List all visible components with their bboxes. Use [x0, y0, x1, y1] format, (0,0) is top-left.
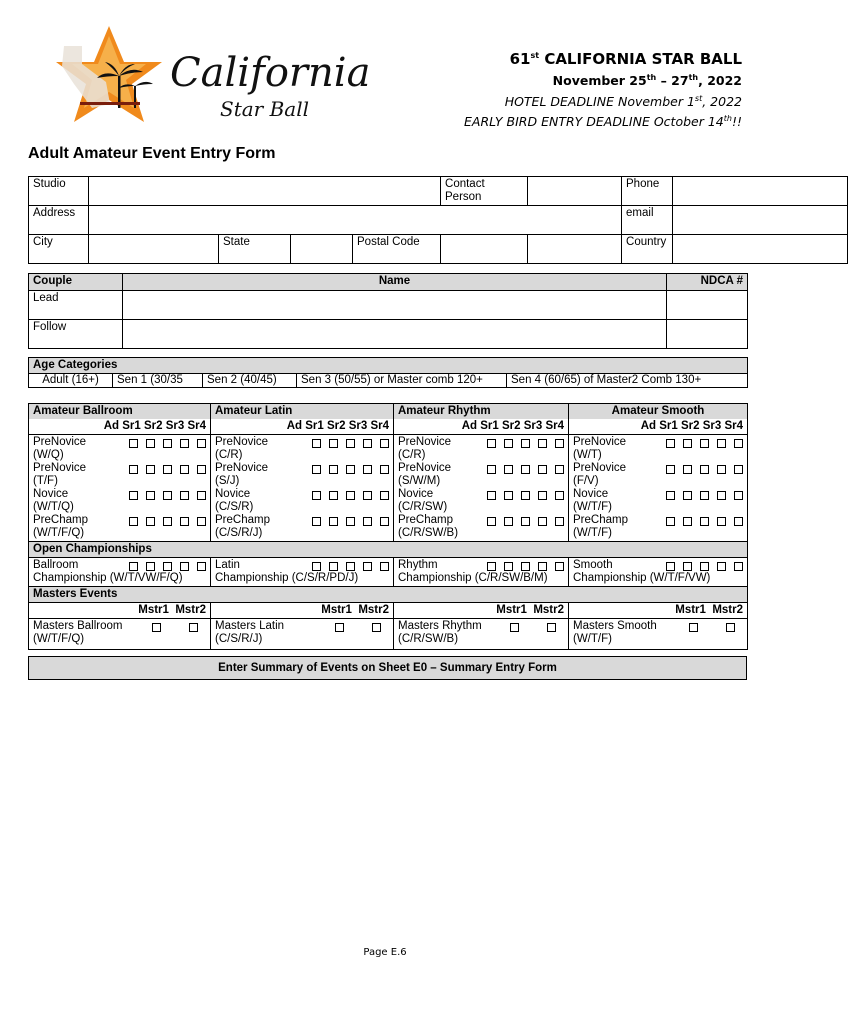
checkbox[interactable]	[521, 517, 530, 526]
city-field[interactable]	[89, 235, 219, 264]
group-title: Amateur Smooth	[569, 404, 748, 420]
event-label: PreNovice (T/F)	[33, 462, 87, 487]
checkbox[interactable]	[510, 623, 519, 632]
checkbox[interactable]	[146, 491, 155, 500]
age-categories-table	[28, 357, 748, 388]
address-field[interactable]	[89, 206, 622, 235]
postal-code-label: Postal Code	[353, 235, 441, 264]
checkbox[interactable]	[197, 517, 206, 526]
event-label: Smooth	[573, 559, 613, 571]
group-title: Amateur Ballroom	[29, 404, 211, 420]
checkbox[interactable]	[487, 491, 496, 500]
group-title: Amateur Latin	[211, 404, 394, 420]
checkbox[interactable]	[197, 465, 206, 474]
checkbox[interactable]	[734, 517, 743, 526]
checkbox[interactable]	[346, 491, 355, 500]
checkbox[interactable]	[346, 465, 355, 474]
checkbox[interactable]	[700, 465, 709, 474]
summary-bar	[28, 656, 747, 680]
checkbox[interactable]	[152, 623, 161, 632]
checkbox[interactable]	[197, 439, 206, 448]
open-championships-header: Open Championships	[29, 542, 748, 558]
event-label: Masters Ballroom (W/T/F/Q)	[33, 620, 123, 645]
event-dates: November 25th – 27th, 2022	[552, 72, 742, 88]
address-label: Address	[29, 206, 89, 235]
group-events	[394, 435, 569, 542]
checkbox[interactable]	[700, 491, 709, 500]
phone-field[interactable]	[673, 177, 848, 206]
checkbox[interactable]	[666, 465, 675, 474]
checkbox[interactable]	[726, 623, 735, 632]
logo-script-line1: California	[170, 50, 371, 96]
checkbox[interactable]	[538, 439, 547, 448]
checkbox[interactable]	[163, 491, 172, 500]
checkbox[interactable]	[538, 491, 547, 500]
age-option-sen3[interactable]: Sen 3 (50/55) or Master comb 120+	[297, 374, 507, 388]
event-label: Novice (C/S/R)	[215, 488, 254, 513]
checkbox[interactable]	[717, 439, 726, 448]
checkbox[interactable]	[335, 623, 344, 632]
checkbox[interactable]	[734, 439, 743, 448]
checkbox[interactable]	[197, 562, 206, 571]
checkbox[interactable]	[504, 517, 513, 526]
levels-header: Ad Sr1 Sr2 Sr3 Sr4	[394, 419, 569, 435]
checkbox[interactable]	[180, 439, 189, 448]
checkbox[interactable]	[346, 517, 355, 526]
checkbox[interactable]	[163, 439, 172, 448]
checkbox[interactable]	[521, 439, 530, 448]
age-option-sen1[interactable]: Sen 1 (30/35	[113, 374, 203, 388]
checkbox[interactable]	[683, 465, 692, 474]
checkbox[interactable]	[180, 465, 189, 474]
phone-label: Phone	[622, 177, 673, 206]
checkbox[interactable]	[346, 562, 355, 571]
studio-info-table	[28, 176, 848, 264]
checkbox[interactable]	[538, 517, 547, 526]
checkbox[interactable]	[700, 517, 709, 526]
email-label: email	[622, 206, 673, 235]
event-label: PreChamp (C/S/R/J)	[215, 514, 270, 539]
checkbox[interactable]	[129, 439, 138, 448]
checkbox[interactable]	[312, 562, 321, 571]
event-label: PreNovice (C/R)	[398, 436, 452, 461]
event-label: Rhythm	[398, 559, 438, 571]
event-label: PreNovice (C/R)	[215, 436, 269, 461]
checkbox[interactable]	[180, 517, 189, 526]
masters-cell	[569, 619, 748, 650]
email-field[interactable]	[673, 206, 848, 235]
postal-code-field[interactable]	[441, 235, 528, 264]
checkbox[interactable]	[521, 491, 530, 500]
checkbox[interactable]	[700, 562, 709, 571]
masters-cell	[29, 619, 211, 650]
event-label: PreNovice (S/J)	[215, 462, 269, 487]
event-label: PreNovice (F/V)	[573, 462, 627, 487]
checkbox[interactable]	[689, 623, 698, 632]
event-label: Ballroom	[33, 559, 79, 571]
event-label: Masters Smooth (W/T/F)	[573, 620, 657, 645]
checkbox[interactable]	[734, 491, 743, 500]
contact-person-field[interactable]	[528, 177, 622, 206]
checkbox[interactable]	[555, 491, 564, 500]
state-label: State	[219, 235, 291, 264]
event-label: PreChamp (W/T/F/Q)	[33, 514, 88, 539]
state-field[interactable]	[291, 235, 353, 264]
page-number: Page E.6	[363, 947, 407, 958]
checkbox[interactable]	[163, 465, 172, 474]
checkbox[interactable]	[717, 562, 726, 571]
hotel-deadline: HOTEL DEADLINE November 1st, 2022	[504, 93, 742, 109]
checkbox[interactable]	[555, 465, 564, 474]
checkbox[interactable]	[363, 491, 372, 500]
levels-header: Ad Sr1 Sr2 Sr3 Sr4	[29, 419, 211, 435]
masters-cell	[211, 619, 394, 650]
open-champ-cell	[211, 558, 394, 587]
checkbox[interactable]	[683, 562, 692, 571]
event-label: Latin	[215, 559, 240, 571]
checkbox[interactable]	[363, 439, 372, 448]
checkbox[interactable]	[734, 562, 743, 571]
levels-header: Ad Sr1 Sr2 Sr3 Sr4	[211, 419, 394, 435]
follow-name-field[interactable]	[123, 320, 667, 349]
checkbox[interactable]	[363, 562, 372, 571]
lead-label: Lead	[29, 291, 123, 320]
country-field[interactable]	[673, 235, 848, 264]
checkbox[interactable]	[329, 517, 338, 526]
checkbox[interactable]	[312, 439, 321, 448]
checkbox[interactable]	[555, 562, 564, 571]
checkbox[interactable]	[363, 517, 372, 526]
group-events	[211, 435, 394, 542]
checkbox[interactable]	[312, 517, 321, 526]
checkbox[interactable]	[504, 439, 513, 448]
lead-ndca-field[interactable]	[667, 291, 748, 320]
checkbox[interactable]	[189, 623, 198, 632]
event-desc: Championship (C/R/SW/B/M)	[398, 572, 548, 584]
checkbox[interactable]	[487, 439, 496, 448]
checkbox[interactable]	[666, 439, 675, 448]
masters-col-header: Mstr1 Mstr2	[569, 603, 748, 619]
checkbox[interactable]	[380, 465, 389, 474]
checkbox[interactable]	[380, 517, 389, 526]
checkbox[interactable]	[197, 491, 206, 500]
name-header: Name	[123, 274, 667, 291]
levels-header: Ad Sr1 Sr2 Sr3 Sr4	[569, 419, 748, 435]
event-label: Novice (C/R/SW)	[398, 488, 448, 513]
event-label: PreNovice (S/W/M)	[398, 462, 452, 487]
event-desc: Championship (C/S/R/PD/J)	[215, 572, 359, 584]
open-champ-cell	[569, 558, 748, 587]
couple-header: Couple	[29, 274, 123, 291]
checkbox[interactable]	[521, 465, 530, 474]
event-label: Masters Latin (C/S/R/J)	[215, 620, 285, 645]
checkbox[interactable]	[683, 439, 692, 448]
checkbox[interactable]	[380, 439, 389, 448]
checkbox[interactable]	[329, 439, 338, 448]
checkbox[interactable]	[346, 439, 355, 448]
checkbox[interactable]	[666, 491, 675, 500]
masters-col-header: Mstr1 Mstr2	[211, 603, 394, 619]
age-option-sen2[interactable]: Sen 2 (40/45)	[203, 374, 297, 388]
checkbox[interactable]	[555, 439, 564, 448]
lead-name-field[interactable]	[123, 291, 667, 320]
checkbox[interactable]	[717, 517, 726, 526]
checkbox[interactable]	[129, 491, 138, 500]
summary-text: Enter Summary of Events on Sheet E0 – Summary Entry Form	[29, 657, 747, 680]
masters-col-header: Mstr1 Mstr2	[29, 603, 211, 619]
group-events	[569, 435, 748, 542]
event-desc: Championship (W/T/F/VW)	[573, 572, 711, 584]
checkbox[interactable]	[146, 465, 155, 474]
couple-table	[28, 273, 748, 349]
event-label: PreNovice (W/Q)	[33, 436, 87, 461]
checkbox[interactable]	[312, 491, 321, 500]
age-option-adult[interactable]: Adult (16+)	[29, 374, 113, 388]
follow-ndca-field[interactable]	[667, 320, 748, 349]
checkbox[interactable]	[700, 439, 709, 448]
ndca-header: NDCA #	[667, 274, 748, 291]
checkbox[interactable]	[538, 465, 547, 474]
event-desc: Championship (W/T/VW/F/Q)	[33, 572, 183, 584]
logo-script-line2: Star Ball	[220, 97, 309, 121]
checkbox[interactable]	[146, 562, 155, 571]
checkbox[interactable]	[504, 465, 513, 474]
event-title: 61st CALIFORNIA STAR BALL	[509, 50, 742, 68]
checkbox[interactable]	[717, 465, 726, 474]
checkbox[interactable]	[363, 465, 372, 474]
masters-col-header: Mstr1 Mstr2	[394, 603, 569, 619]
event-label: Masters Rhythm (C/R/SW/B)	[398, 620, 482, 645]
city-label: City	[29, 235, 89, 264]
event-label: PreChamp (C/R/SW/B)	[398, 514, 459, 539]
open-champ-cell	[29, 558, 211, 587]
checkbox[interactable]	[129, 562, 138, 571]
checkbox[interactable]	[312, 465, 321, 474]
checkbox[interactable]	[163, 562, 172, 571]
checkbox[interactable]	[555, 517, 564, 526]
follow-label: Follow	[29, 320, 123, 349]
checkbox[interactable]	[129, 465, 138, 474]
checkbox[interactable]	[487, 562, 496, 571]
checkbox[interactable]	[717, 491, 726, 500]
events-table	[28, 403, 748, 650]
form-title: Adult Amateur Event Entry Form	[28, 145, 276, 162]
checkbox[interactable]	[329, 465, 338, 474]
checkbox[interactable]	[521, 562, 530, 571]
checkbox[interactable]	[129, 517, 138, 526]
checkbox[interactable]	[380, 562, 389, 571]
checkbox[interactable]	[666, 517, 675, 526]
checkbox[interactable]	[329, 562, 338, 571]
checkbox[interactable]	[146, 439, 155, 448]
checkbox[interactable]	[547, 623, 556, 632]
checkbox[interactable]	[487, 517, 496, 526]
checkbox[interactable]	[372, 623, 381, 632]
studio-field[interactable]	[89, 177, 441, 206]
event-label: PreChamp (W/T/F)	[573, 514, 628, 539]
masters-cell	[394, 619, 569, 650]
masters-events-header: Masters Events	[29, 587, 748, 603]
california-star-ball-logo	[34, 24, 371, 136]
group-title: Amateur Rhythm	[394, 404, 569, 420]
checkbox[interactable]	[734, 465, 743, 474]
early-bird-deadline: EARLY BIRD ENTRY DEADLINE October 14th!!	[464, 113, 742, 129]
studio-label: Studio	[29, 177, 89, 206]
checkbox[interactable]	[180, 562, 189, 571]
group-events	[29, 435, 211, 542]
checkbox[interactable]	[380, 491, 389, 500]
contact-person-label: Contact Person	[441, 177, 528, 206]
checkbox[interactable]	[487, 465, 496, 474]
postal-code-field-ext[interactable]	[528, 235, 622, 264]
checkbox[interactable]	[163, 517, 172, 526]
country-label: Country	[622, 235, 673, 264]
event-label: Novice (W/T/Q)	[33, 488, 74, 513]
checkbox[interactable]	[180, 491, 189, 500]
event-label: Novice (W/T/F)	[573, 488, 612, 513]
age-categories-header: Age Categories	[29, 358, 748, 374]
checkbox[interactable]	[146, 517, 155, 526]
open-champ-cell	[394, 558, 569, 587]
checkbox[interactable]	[683, 491, 692, 500]
checkbox[interactable]	[504, 562, 513, 571]
age-option-sen4[interactable]: Sen 4 (60/65) of Master2 Comb 130+	[507, 374, 748, 388]
checkbox[interactable]	[683, 517, 692, 526]
event-label: PreNovice (W/T)	[573, 436, 627, 461]
checkbox[interactable]	[504, 491, 513, 500]
checkbox[interactable]	[329, 491, 338, 500]
checkbox[interactable]	[538, 562, 547, 571]
checkbox[interactable]	[666, 562, 675, 571]
